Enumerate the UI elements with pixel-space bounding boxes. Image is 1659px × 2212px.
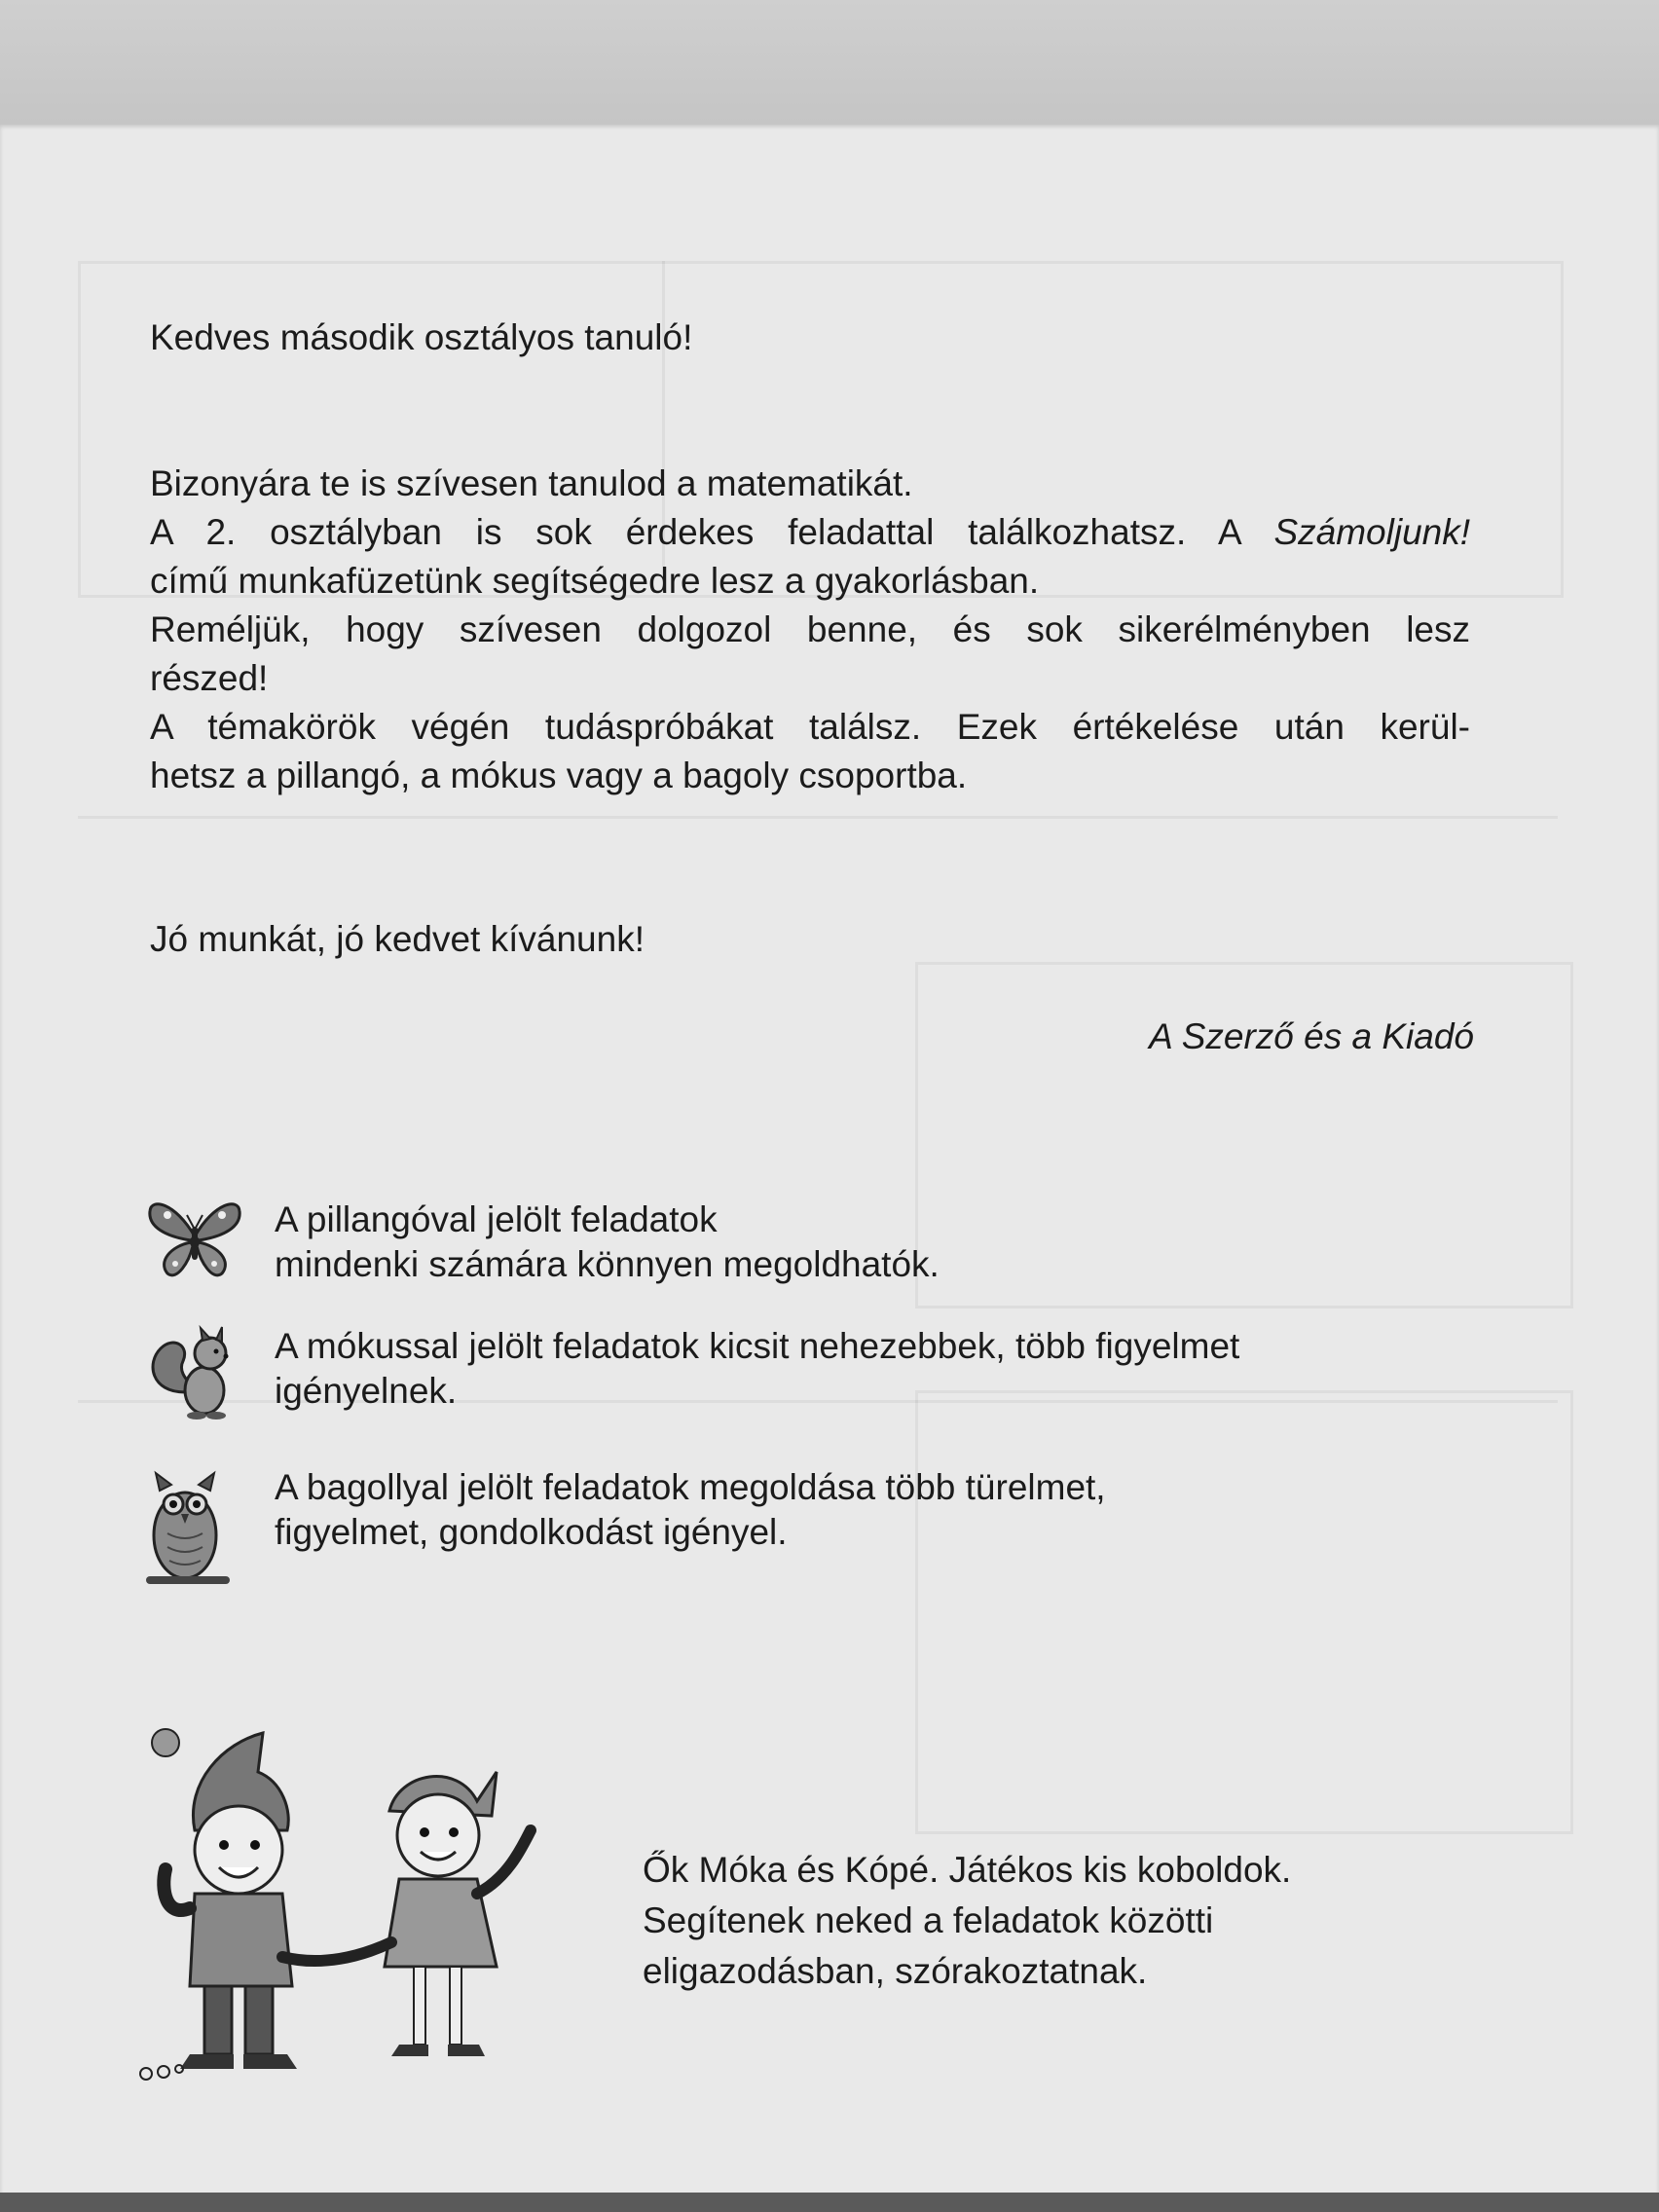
legend-butterfly-line-1: A pillangóval jelölt feladatok [275,1199,718,1239]
goblin-characters-illustration [136,1723,584,2093]
bottom-page-edge [0,2193,1659,2212]
squirrel-icon [146,1324,243,1421]
top-page-strip [0,0,1659,136]
legend-squirrel-line-2: igényelnek. [275,1371,458,1411]
intro-paragraph [150,460,1470,800]
para-line-4: Reméljük, hogy szívesen dolgozol benne, és sok sikerélményben lesz [150,609,1470,649]
book-title: Számoljunk! [1273,512,1471,552]
legend-butterfly-line-2: mindenki számára könnyen megoldhatók. [275,1244,940,1284]
para-line-7: hetsz a pillangó, a mókus vagy a bagoly csoportba. [150,756,968,795]
para-line-3: című munkafüzetünk segítségedre lesz a gyakorlásban. [150,561,1040,601]
characters-line-2: Segítenek neked a feladatok közötti [643,1900,1214,1940]
legend-squirrel-text [275,1324,1239,1414]
legend-butterfly-text [275,1198,940,1287]
legend-owl-text [275,1465,1106,1555]
wish-text: Jó munkát, jó kedvet kívánunk! [150,919,645,959]
signature: A Szerző és a Kiadó [1149,1016,1474,1056]
para-line-2 [150,508,1470,557]
characters-text [643,1845,1291,1997]
legend-owl-line-2: figyelmet, gondolkodást igényel. [275,1512,788,1552]
characters-line-1: Ők Móka és Kópé. Játékos kis koboldok. [643,1850,1292,1890]
para-line-6: A témakörök végén tudáspróbákat találsz. Ezek értékelése után kerül- [150,707,1470,747]
owl-icon [146,1465,230,1592]
legend-squirrel-line-1: A mókussal jelölt feladatok kicsit nehezebbek, több figyelmet [275,1326,1240,1366]
legend-owl-line-1: A bagollyal jelölt feladatok megoldása több türelmet, [275,1467,1106,1507]
butterfly-icon [146,1198,243,1281]
characters-line-3: eligazodásban, szórakoztatnak. [643,1951,1148,1991]
para-line-5: részed! [150,658,269,698]
show-through-hearts [915,1390,1573,1834]
para-line-2-text: A 2. osztályban is sok érdekes feladattal találkozhatsz. A [150,512,1240,552]
show-through-rule [78,816,1558,819]
greeting: Kedves második osztályos tanuló! [150,317,693,357]
para-line-1: Bizonyára te is szívesen tanulod a matematikát. [150,463,913,503]
